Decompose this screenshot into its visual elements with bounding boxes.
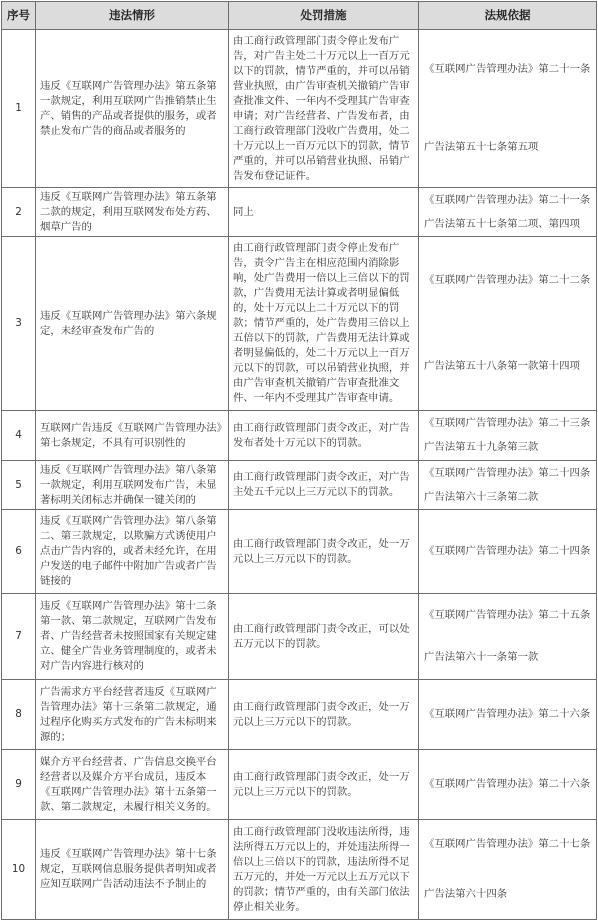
row-penalty: 由工商行政管理部门责令改正，对广告主处五千元以上三万元以下的罚款。: [229, 461, 419, 509]
basis-line: 《互联网广告管理办法》第二十三条: [424, 416, 591, 429]
row-no: 1: [2, 30, 36, 187]
row-no: 2: [2, 188, 36, 236]
row-penalty: 由工商行政管理部门责令改正，可以处五万元以下的罚款。: [229, 594, 419, 679]
row-basis: [419, 680, 596, 749]
basis-line: 《互联网广告管理办法》第二十四条: [424, 545, 591, 557]
basis-line: 广告法第六十三条第二款: [424, 490, 539, 503]
row-no: 6: [2, 510, 36, 593]
row-violation: 违反《互联网广告管理办法》第八条第二、第三款规定，以欺骗方式诱使用户点击广告内容的，或者未经允许，在用户发送的电子邮件中附加广告或者广告链接的: [36, 510, 229, 593]
table-row: [2, 594, 596, 680]
row-violation: 互联网广告违反《互联网广告管理办法》第七条规定，不具有可识别性的: [36, 411, 229, 460]
row-no: 3: [2, 237, 36, 410]
header-no: 序号: [2, 2, 36, 29]
row-violation: 违反《互联网广告管理办法》第六条规定，未经审查发布广告的: [36, 237, 229, 410]
table-row: [2, 750, 596, 820]
basis-line: 广告法第五十八条第一款第十四项: [424, 360, 580, 373]
row-violation: 违反《互联网广告管理办法》第十二条第一款、第二款规定，互联网广告发布者、广告经营者未按照国家有关规定建立、健全广告业务管理制度的，或者未对广告内容进行核对的: [36, 594, 229, 679]
header-penalty: 处罚措施: [229, 2, 419, 29]
row-violation: 违反《互联网广告管理办法》第十七条规定，互联网信息服务提供者明知或者应知互联网广告活动违法不予制止的: [36, 820, 229, 919]
basis-line: 广告法第六十一条第一款: [424, 651, 539, 664]
basis-line: 《互联网广告管理办法》第二十一条: [424, 193, 591, 206]
row-violation: 违反《互联网广告管理办法》第五条第一款规定，利用互联网广告推销禁止生产、销售的产品或者提供的服务，或者禁止发布广告的商品或者服务的: [36, 30, 229, 187]
row-violation: 媒介方平台经营者、广告信息交换平台经营者以及媒介方平台成员，违反本《互联网广告管理办法》第十五条第一款、第二款规定，未履行相关义务的。: [36, 750, 229, 819]
row-violation: 违反《互联网广告管理办法》第八条第一款规定，利用互联网发布广告，未显著标明关闭标志并确保一键关闭的: [36, 461, 229, 509]
table-row: [2, 188, 596, 237]
basis-line: 广告法第六十四条: [424, 887, 508, 900]
row-basis: [419, 510, 596, 593]
row-basis: [419, 411, 596, 460]
basis-line: 《互联网广告管理办法》第二十五条: [424, 608, 591, 621]
row-basis: [419, 820, 596, 919]
basis-line: 广告法第五十九条第三款: [424, 441, 539, 454]
row-penalty: 同上: [229, 188, 419, 236]
table-row: [2, 680, 596, 750]
basis-line: 《互联网广告管理办法》第二十七条: [424, 838, 591, 851]
row-basis: [419, 594, 596, 679]
row-no: 9: [2, 750, 36, 819]
regulation-table: [1, 1, 597, 920]
basis-line: 《互联网广告管理办法》第二十六条: [424, 778, 591, 790]
row-penalty: 由工商行政管理部门责令停止发布广告，责令广告主在相应范围内消除影响，处广告费用一倍以上三倍以下的罚款，广告费用无法计算或者明显偏低的，处十万元以上二十万元以下的罚款；情节严重的，处广告费用三倍以上五倍以下的罚款，广告费用无法计算或者明显偏低的，处二十万元以上一百万元以下的罚款，可以吊销营业执照，并由广告审查机关撤销广告审查批准文件、一年内不受理其广告审查申请。: [229, 237, 419, 410]
table-row: [2, 820, 596, 919]
row-basis: [419, 30, 596, 187]
row-basis: [419, 237, 596, 410]
header-violation: 违法情形: [36, 2, 229, 29]
row-no: 5: [2, 461, 36, 509]
row-penalty: 由工商行政管理部门责令停止发布广告，对广告主处二十万元以上一百万元以下的罚款，情节严重的，并可以吊销营业执照，由广告审查机关撤销广告审查批准文件、一年内不受理其广告审查申请；对广告经营者、广告发布者，由工商行政管理部门没收广告费用，处二十万元以上一百万元以下的罚款，情节严重的，并可以吊销营业执照、吊销广告发布登记证件。: [229, 30, 419, 187]
row-violation: 违反《互联网广告管理办法》第五条第二款的规定，利用互联网发布处方药、烟草广告的: [36, 188, 229, 236]
row-no: 4: [2, 411, 36, 460]
table-header-row: [2, 2, 596, 30]
row-basis: [419, 750, 596, 819]
table-row: [2, 30, 596, 188]
row-penalty: 由工商行政管理部门责令改正，处一万元以上三万元以下的罚款。: [229, 750, 419, 819]
row-penalty: 由工商行政管理部门责令改正，对广告发布者处十万元以下的罚款。: [229, 411, 419, 460]
basis-line: 《互联网广告管理办法》第二十四条: [424, 466, 591, 479]
row-no: 10: [2, 820, 36, 919]
table-row: [2, 237, 596, 411]
row-basis: [419, 461, 596, 509]
table-row: [2, 510, 596, 594]
row-no: 7: [2, 594, 36, 679]
row-basis: [419, 188, 596, 236]
row-penalty: 由工商行政管理部门责令改正，处一万元以上三万元以下的罚款。: [229, 680, 419, 749]
row-violation: 广告需求方平台经营者违反《互联网广告管理办法》第十三条第二款规定，通过程序化购买方式发布的广告未标明来源的；: [36, 680, 229, 749]
basis-line: 广告法第五十七条第五项: [424, 141, 539, 154]
table-row: [2, 411, 596, 461]
table-row: [2, 461, 596, 510]
header-basis: 法规依据: [484, 8, 531, 22]
basis-line: 《互联网广告管理办法》第二十一条: [424, 62, 591, 75]
basis-line: 《互联网广告管理办法》第二十六条: [424, 708, 591, 720]
row-no: 8: [2, 680, 36, 749]
basis-line: 广告法第五十七条第二项、第四项: [424, 217, 580, 230]
basis-line: 《互联网广告管理办法》第二十二条: [424, 273, 591, 286]
row-penalty: 由工商行政管理部门责令改正，处一万元以上三万元以下的罚款。: [229, 510, 419, 593]
row-penalty: 由工商行政管理部门没收违法所得，违法所得五万元以上的，并处违法所得一倍以上三倍以下的罚款，违法所得不足五万元的，并处一万元以上五万元以下的罚款；情节严重的，由有关部门依法停止相关业务。: [229, 820, 419, 919]
